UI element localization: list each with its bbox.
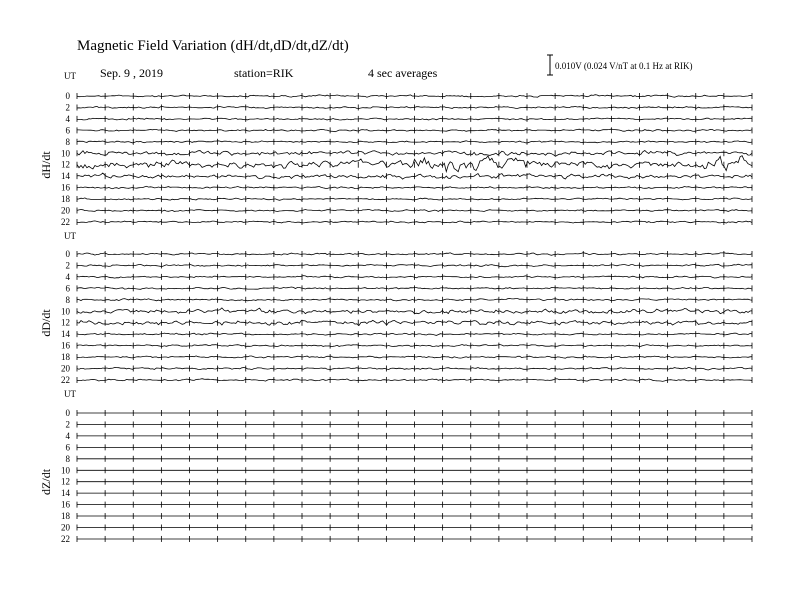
row-label-2-16: 16 bbox=[61, 499, 70, 510]
panel-ylabel-2: dZ/dt bbox=[39, 468, 53, 495]
row-label-1-14: 14 bbox=[61, 329, 70, 340]
ut-axis-label-1: UT bbox=[64, 231, 76, 241]
row-label-2-14: 14 bbox=[61, 488, 70, 499]
station-label: station=RIK bbox=[234, 66, 294, 80]
row-label-2-0: 0 bbox=[65, 408, 70, 418]
row-label-0-10: 10 bbox=[61, 148, 70, 159]
row-label-1-16: 16 bbox=[61, 340, 70, 351]
row-label-0-14: 14 bbox=[61, 171, 70, 182]
row-label-2-12: 12 bbox=[61, 476, 70, 487]
ut-axis-label-0: UT bbox=[64, 71, 76, 81]
row-label-2-4: 4 bbox=[65, 430, 70, 441]
row-label-1-2: 2 bbox=[65, 260, 70, 271]
row-label-0-16: 16 bbox=[61, 182, 70, 193]
row-label-0-6: 6 bbox=[65, 125, 70, 136]
row-label-2-20: 20 bbox=[61, 522, 70, 533]
row-label-2-6: 6 bbox=[65, 442, 70, 453]
row-label-0-2: 2 bbox=[65, 102, 70, 113]
row-label-2-2: 2 bbox=[65, 419, 70, 430]
row-label-0-22: 22 bbox=[61, 216, 70, 227]
row-label-0-18: 18 bbox=[61, 194, 70, 205]
row-label-1-20: 20 bbox=[61, 363, 70, 374]
row-label-0-4: 4 bbox=[65, 113, 70, 124]
row-label-2-8: 8 bbox=[65, 453, 70, 464]
row-label-0-8: 8 bbox=[65, 136, 70, 147]
row-label-1-22: 22 bbox=[61, 374, 70, 385]
row-label-1-10: 10 bbox=[61, 306, 70, 317]
date-label: Sep. 9 , 2019 bbox=[100, 66, 163, 80]
row-label-2-10: 10 bbox=[61, 465, 70, 476]
row-label-1-0: 0 bbox=[65, 249, 70, 259]
panel-ylabel-0: dH/dt bbox=[39, 151, 53, 179]
panel-ylabel-1: dD/dt bbox=[39, 309, 53, 337]
chart-title: Magnetic Field Variation (dH/dt,dD/dt,dZ/dt) bbox=[77, 38, 349, 54]
row-label-1-18: 18 bbox=[61, 352, 70, 363]
ut-axis-label-2: UT bbox=[64, 389, 76, 399]
row-label-1-6: 6 bbox=[65, 283, 70, 294]
scale-label: 0.010V (0.024 V/nT at 0.1 Hz at RIK) bbox=[555, 61, 693, 71]
averaging-label: 4 sec averages bbox=[368, 66, 438, 80]
row-label-2-22: 22 bbox=[61, 533, 70, 544]
row-label-0-12: 12 bbox=[61, 159, 70, 170]
row-label-0-20: 20 bbox=[61, 205, 70, 216]
row-label-1-8: 8 bbox=[65, 294, 70, 305]
row-label-2-18: 18 bbox=[61, 511, 70, 522]
row-label-1-12: 12 bbox=[61, 317, 70, 328]
row-label-1-4: 4 bbox=[65, 271, 70, 282]
row-label-0-0: 0 bbox=[65, 91, 70, 101]
